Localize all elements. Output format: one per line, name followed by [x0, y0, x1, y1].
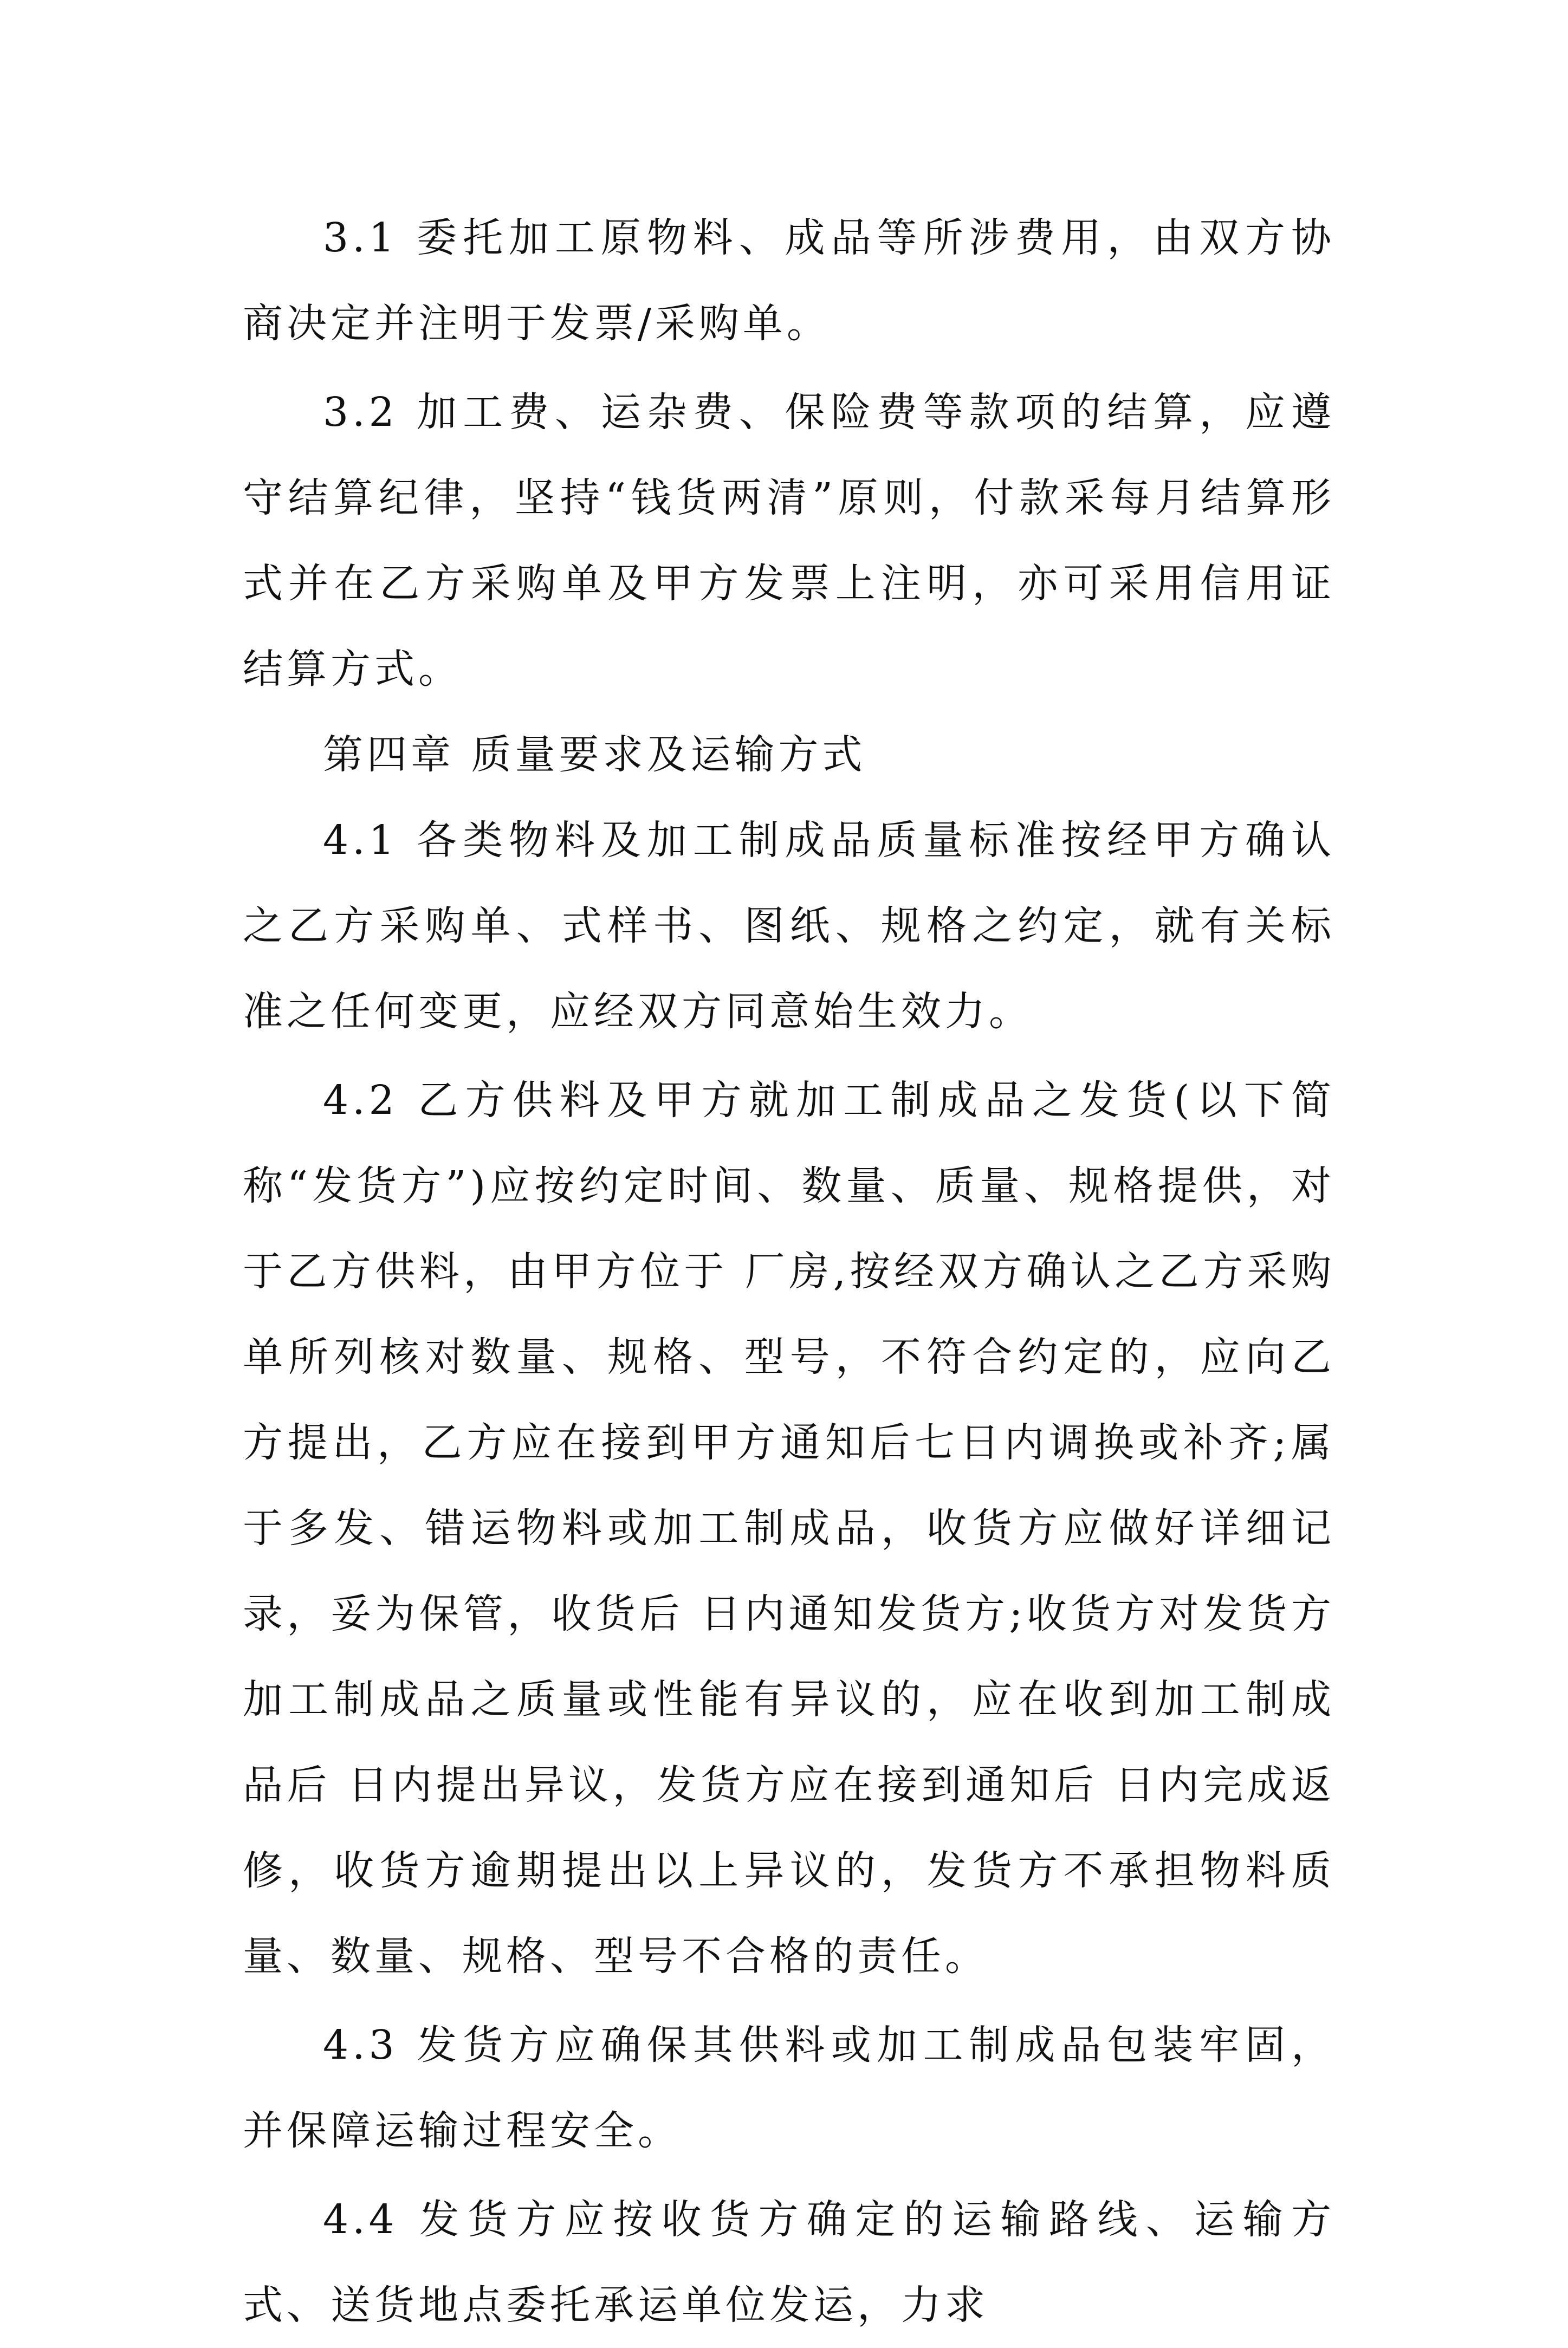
paragraph-4-3: 4.3 发货方应确保其供料或加工制成品包装牢固，并保障运输过程安全。 [243, 2022, 1335, 2154]
chapter-heading: 第四章 质量要求及运输方式 [323, 731, 866, 778]
paragraph-4-4: 4.4 发货方应按收货方确定的运输路线、运输方式、送货地点委托承运单位发运，力求 [243, 2196, 1335, 2328]
document-page [243, 195, 1335, 2348]
paragraph-3-2: 3.2 加工费、运杂费、保险费等款项的结算，应遵守结算纪律，坚持“钱货两清”原则，付款采每月结算形式并在乙方采购单及甲方发票上注明，亦可采用信用证结算方式。 [243, 389, 1335, 692]
paragraph-4-1: 4.1 各类物料及加工制成品质量标准按经甲方确认之乙方采购单、式样书、图纸、规格之约定，就有关标准之任何变更，应经双方同意始生效力。 [243, 817, 1335, 1035]
paragraph-4-2: 4.2 乙方供料及甲方就加工制成品之发货(以下简称“发货方”)应按约定时间、数量、质量、规格提供，对于乙方供料，由甲方位于 厂房,按经双方确认之乙方采购单所列核对数量、规格、型号，不符合约定的，应向乙方提出，乙方应在接到甲方通知后七日内调换或补齐;属于多发、错运物料或加工制成品，收货方应做好详细记录，妥为保管，收货后 日内通知发货方;收货方对发货方加工制成品之质量或性能有异议的，应在收到加工制成品后 日内提出异议，发货方应在接到通知后 日内完成返修，收货方逾期提出以上异议的，发货方不承担物料质量、数量、规格、型号不合格的责任。 [243, 1077, 1335, 1980]
paragraph-3-1: 3.1 委托加工原物料、成品等所涉费用，由双方协商决定并注明于发票/采购单。 [243, 215, 1335, 347]
